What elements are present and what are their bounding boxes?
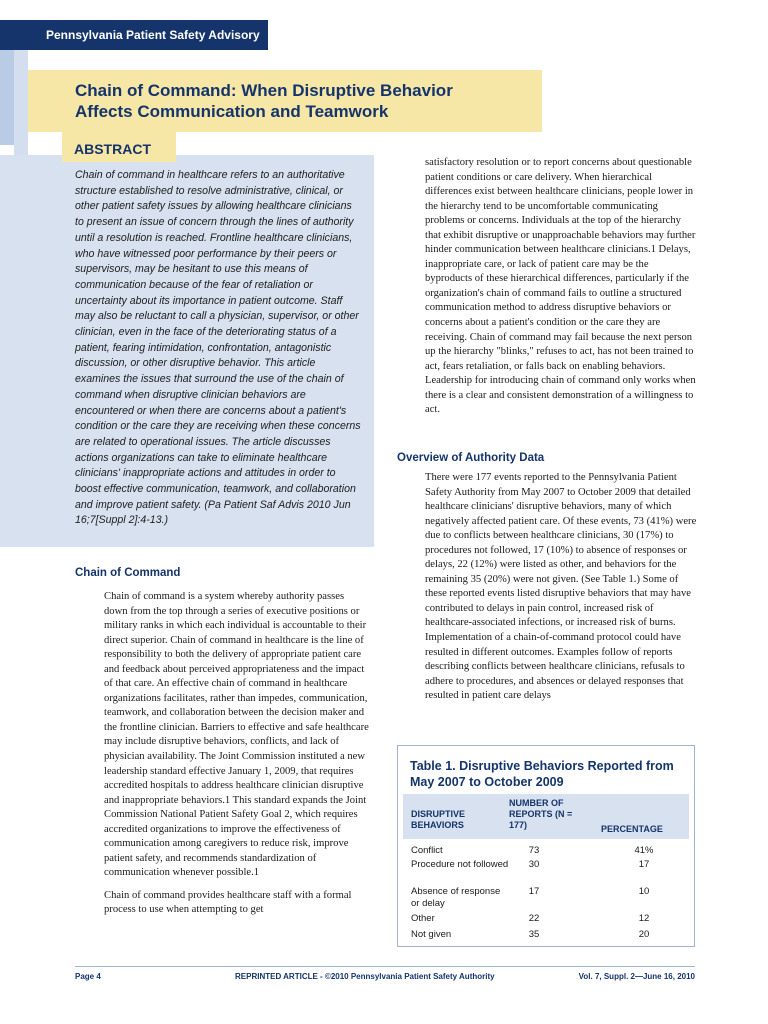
- article-title: [28, 70, 542, 132]
- body-paragraph: satisfactory resolution or to report concerns about questionable patient conditions or care delivery. When hierarchical differences exist between healthcare clinicians, people lower in the hierarchy tend to be uncomfortable communicating problems or concerns. Individuals at the top of the hierarchy that exhibit disruptive or unapproachable behaviors may further hinder communication between healthcare clinicians.1 Delays, inappropriate care, or lack of patient care may be the byproducts of these hierarchical differences, particularly if the organization's chain of command fails to outline a structured communication method to address disruptive behaviors or concerns about a patient's condition or the care they are receiving. Chain of command may fail because the next person up the hierarchy "blinks," refuses to act, has not been trained to act, fears retaliation, or falls back on enabling behaviors. Leadership for introducing chain of command only works when there is a clear and consistent demonstration of a willingness to act.: [425, 157, 696, 416]
- table-cell-percentage: 12: [638, 913, 650, 924]
- table-cell-percentage: 20: [638, 929, 650, 940]
- table-cell-behavior: Conflict: [411, 845, 443, 856]
- article-title-line-1: Chain of Command: When Disruptive Behavior: [75, 81, 453, 100]
- table-cell-behavior: Not given: [411, 929, 452, 940]
- footer-volume: Vol. 7, Suppl. 2—June 16, 2010: [578, 972, 695, 981]
- page-footer: [75, 972, 695, 984]
- table-row: [403, 859, 689, 886]
- table-cell-percentage: 10: [638, 886, 650, 897]
- table-row: [403, 913, 689, 929]
- table-row: [403, 886, 689, 913]
- table-cell-reports: 35: [528, 929, 540, 940]
- table-cell-reports: 22: [528, 913, 540, 924]
- table-cell-percentage: 17: [638, 859, 650, 870]
- column-two-continuation: [425, 156, 697, 426]
- table-cell-reports: 17: [528, 886, 540, 897]
- overview-body: [425, 471, 697, 712]
- footer-page-number: Page 4: [75, 972, 101, 981]
- footer-copyright: REPRINTED ARTICLE - ©2010 Pennsylvania Patient Safety Authority: [235, 972, 495, 981]
- abstract-heading: ABSTRACT: [62, 132, 176, 162]
- body-paragraph: There were 177 events reported to the Pennsylvania Patient Safety Authority from May 2007 to October 2009 that detailed healthcare clinicians' disruptive behaviors, many of which negatively affected patient care. Of these events, 73 (41%) were due to conflicts between healthcare clinicians, 30 (17%) to procedures not followed, 17 (10%) to absence of responses or delays, 22 (12%) were listed as other, and behaviors for the remaining 35 (20%) were not given. (See Table 1.) Some of these reported events listed disruptive behaviors that may have contributed to delays in pain control, increased risk of healthcare-associated infections, or increased risk of burns. Implementation of a chain-of-command protocol could have resulted in different outcomes. Examples follow of reports describing conflicts between healthcare clinicians, refusals to adhere to procedures, and absences or delayed responses that resulted in patient care delays: [425, 472, 697, 702]
- overview-heading: Overview of Authority Data: [397, 452, 545, 464]
- chain-of-command-heading: Chain of Command: [75, 567, 181, 579]
- footer-divider: [75, 966, 695, 967]
- table-header-percentage: PERCENTAGE: [601, 824, 663, 834]
- disruptive-behaviors-table: [397, 745, 695, 947]
- body-paragraph: Chain of command provides healthcare staff with a formal process to use when attempting to get: [104, 889, 352, 916]
- article-title-line-2: Affects Communication and Teamwork: [75, 102, 389, 121]
- publication-header: Pennsylvania Patient Safety Advisory: [0, 20, 268, 50]
- table-header-reports: NUMBER OF REPORTS (N = 177): [509, 798, 573, 830]
- table-cell-behavior: Absence of response or delay: [411, 886, 501, 909]
- table-header-behaviors: DISRUPTIVE BEHAVIORS: [411, 809, 466, 830]
- table-title: Table 1. Disruptive Behaviors Reported from May 2007 to October 2009: [410, 759, 674, 789]
- table-body: [403, 841, 689, 945]
- table-cell-behavior: Other: [411, 913, 435, 924]
- table-cell-behavior: Procedure not followed: [411, 859, 509, 870]
- table-cell-reports: 73: [528, 845, 540, 856]
- chain-of-command-body: [104, 590, 370, 926]
- decorative-side-block: [0, 50, 14, 145]
- table-header-row: [403, 794, 689, 839]
- table-cell-percentage: 41%: [634, 845, 654, 856]
- table-cell-reports: 30: [528, 859, 540, 870]
- abstract-text: Chain of command in healthcare refers to an authoritative structure established to resolve administrative, clinical, or other patient safety issues by allowing healthcare clinicians to present an issue of concern through the lines of authority until a resolution is reached. Frontline healthcare clinicians, who have witnessed poor performance by their peers or supervisors, may be hesitant to use this means of communication because of the fear of retaliation or uncertainty about its importance in patient outcome. Staff may also be reluctant to call a physician, supervisor, or other clinician, even in the face of the deteriorating status of a patient, fearing intimidation, confrontation, antagonistic discussion, or other disruptive behavior. This article examines the issues that surround the use of the chain of command when disruptive clinician behaviors are encountered or when there are concerns about a patient's condition or the care they are receiving when these concerns are related to operational issues. The article discusses actions organizations can take to eliminate healthcare clinicians' inappropriate actions and attitudes in order to boost effective communication, teamwork, and collaboration and improve patient safety. (Pa Patient Saf Advis 2010 Jun 16;7[Suppl 2]:4-13.): [75, 169, 361, 527]
- body-paragraph: Chain of command is a system whereby authority passes down from the top through a series of executive positions or military ranks in which each individual is accountable to their direct superior. Chain of command in healthcare is the line of responsibility to both the delivery of appropriate patient care and feedback about perceived appropriateness and the impact of that care. An effective chain of command in healthcare organizations facilitates, rather than impedes, communication, teamwork, and collaboration between the decision maker and the frontline clinician. Barriers to effective and safe healthcare may include disruptive behaviors, conflicts, and lack of physician availability. The Joint Commission instituted a new leadership standard effective January 1, 2009, that requires accredited hospitals to address healthcare clinician disruptive and inappropriate behaviors.1 This standard expands the Joint Commission National Patient Safety Goal 2, which requires accredited organizations to improve the effectiveness of communication among caregivers to reduce risk, improve patient safety, and recommends standardization of communication whenever possible.1: [104, 591, 369, 879]
- table-row: [403, 929, 689, 945]
